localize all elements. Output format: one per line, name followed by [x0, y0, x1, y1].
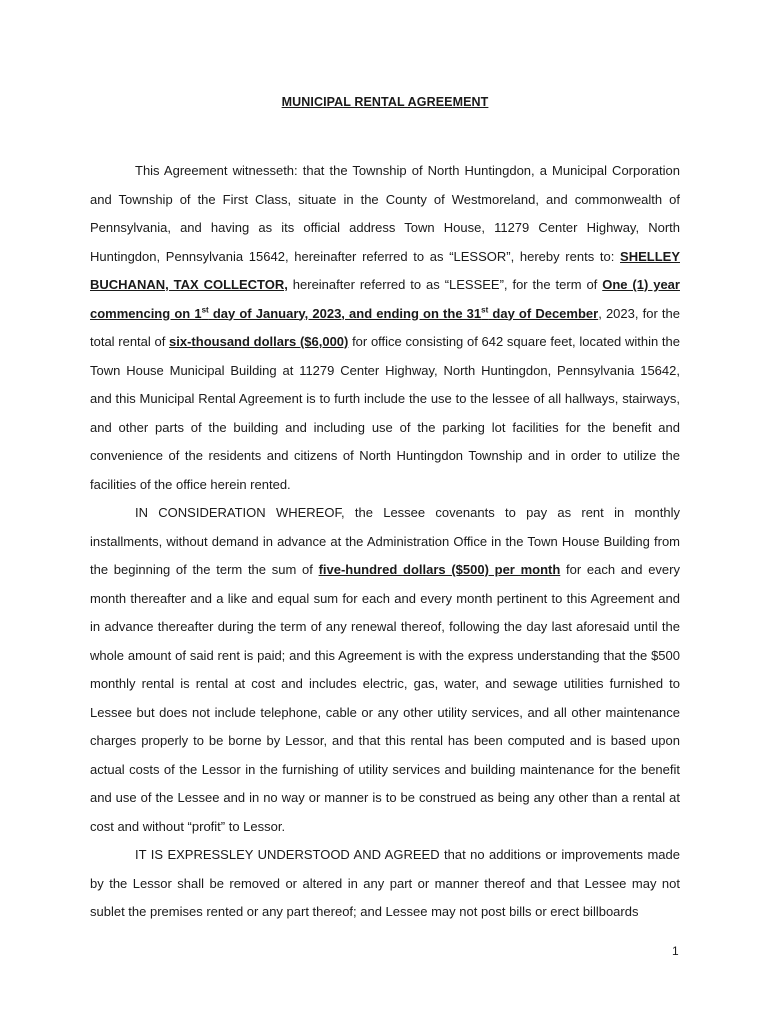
paragraph-text: for each and every month thereafter and a like and equal sum for each and every month pertinent to this Agreement and in advance thereafter during the term of any renewal thereof, following the day last aforesaid until the whole amount of said rent is paid; and this Agreement is with the express understanding that the $500 monthly rental is rental at cost and includes electric, gas, water, and sewage utilities furnished to Lessee but does not include telephone, cable or any other utility services, and all other maintenance charges properly to be borne by Lessor, and that this rental has been computed and is based upon actual costs of the Lessor in the furnishing of utility services and building maintenance for the benefit and use of the Lessee and in no way or manner is to be construed as being any other than a rental at cost and without “profit” to Lessor. — [90, 562, 680, 834]
paragraph-witnesseth — [90, 157, 680, 499]
lease-term-start: One (1) year commencing on 1 — [90, 277, 680, 321]
document-body — [90, 157, 680, 927]
lease-term-mid: day of January, 2023, and ending on the 31 — [208, 305, 482, 321]
paragraph-consideration — [90, 499, 680, 841]
monthly-rent: five-hundred dollars ($500) per month — [318, 562, 561, 577]
ordinal-suffix: st — [481, 305, 489, 315]
lease-term-end: day of December — [488, 305, 599, 321]
document-title: MUNICIPAL RENTAL AGREEMENT — [281, 95, 489, 109]
paragraph-text: IN CONSIDERATION WHEREOF, the Lessee covenants to pay as rent in monthly installments, without demand in advance at the Administration Office in the Town House Building from the beginning of the term the sum of — [90, 505, 680, 577]
paragraph-text: , 2023, for the total rental of — [90, 305, 680, 349]
paragraph-text: hereinafter referred to as “LESSEE”, for the term of — [287, 277, 603, 292]
ordinal-suffix: st — [201, 305, 209, 315]
paragraph-understood — [90, 841, 680, 927]
paragraph-text: for office consisting of 642 square feet, located within the Town House Municipal Building at 11279 Center Highway, North Huntingdon, Pennsylvania 15642, and this Municipal Rental Agreement is to furth include the use to the lessee of all hallways, stairways, and other parts of the building and including use of the parking lot facilities for the benefit and convenience of the residents and citizens of North Huntingdon Township and in order to utilize the facilities of the office herein rented. — [90, 334, 680, 492]
lessee-name: SHELLEY BUCHANAN, TAX COLLECTOR, — [90, 248, 680, 292]
total-rent: six-thousand dollars ($6,000) — [169, 334, 349, 349]
paragraph-text: IT IS EXPRESSLEY UNDERSTOOD AND AGREED that no additions or improvements made by the Lessor shall be removed or altered in any part or manner thereof and that Lessee may not sublet the premises rented or any part thereof; and Lessee may not post bills or erect billboards — [90, 847, 680, 919]
paragraph-text: This Agreement witnesseth: that the Township of North Huntingdon, a Municipal Corporation and Township of the First Class, situate in the County of Westmoreland, and commonwealth of Pennsylvania, and having as its official address Town House, 11279 Center Highway, North Huntingdon, Pennsylvania 15642, hereinafter referred to as “LESSOR”, hereby rents to: — [90, 163, 680, 264]
page-number: 1 — [672, 944, 679, 958]
